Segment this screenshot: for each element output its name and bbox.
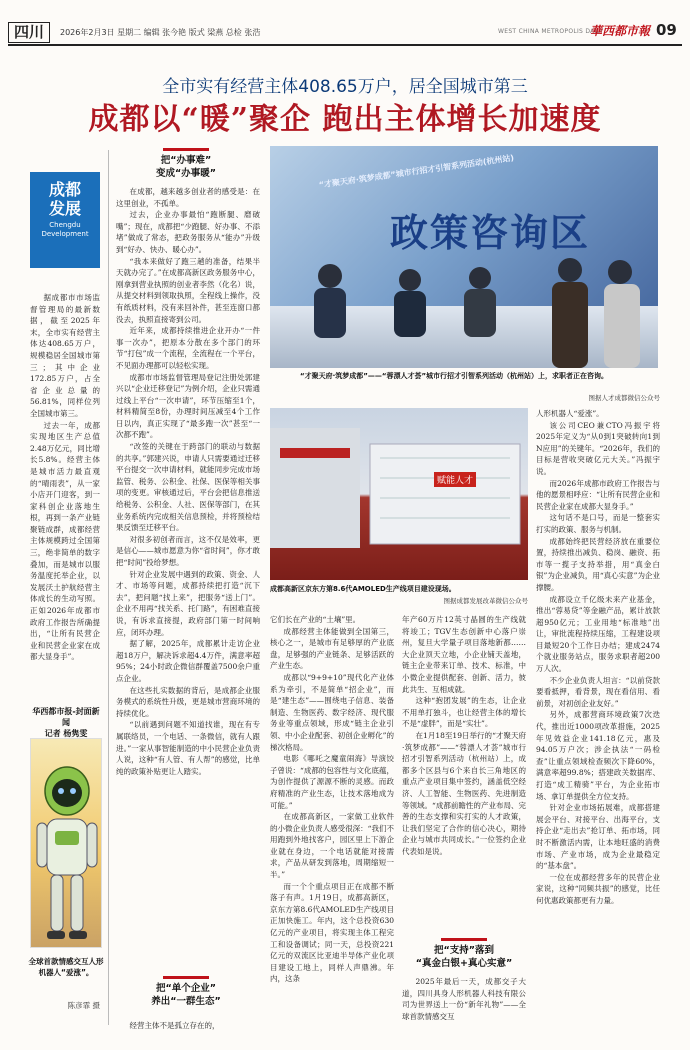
paragraph: 针对企业发展中遇到的政策、资金、人才、市场等问题，成都持续把打造“沉下去”，把问题“找上来”，把服务“送上门”。企业不用再“找关系、托门路”，有困难直接说，有诉求直接提，政府部门第一时间响应，闭环办理。 <box>116 569 260 637</box>
paragraph: 在成都高新区，一家做工业软件的小微企业负责人感受很深：“我们不用跑到外地找客户，园区里上下游企业就在身边，一个电话就能对接需求，产品从研发到落地，周期缩短一半。” <box>270 812 394 880</box>
article-column <box>116 1020 260 1032</box>
paragraph: 成都以“9+9+10”现代化产业体系为牵引，不是简单“招企业”，而是“建生态”——围绕电子信息、装备制造、生物医药、数字经济、现代服务业等重点领域，形成“链主企业引领、中小企业配套、初创企业孵化”的梯次格局。 <box>270 672 394 752</box>
badge-chinese: 成都 发展 <box>48 180 81 218</box>
lead-paragraph: 过去一年，成都实现地区生产总值2.48万亿元，同比增长5.8%。经营主体是城市活力最直观的“晴雨表”，从一家小店开门迎客，到一家科创企业落地生根，再到一条产业链聚链成群，成都经营主体规模跨过全国第三，绝非简单的数字叠加，而是城市以服务温度托举企业，以发展沃土护航经营主体成长的生动写照。正如2026年成都市政府工作报告所确提出，“让所有民营企业和民营企业家在成都大显身手”。 <box>30 420 100 662</box>
paragraph: 成都经营主体能做到全国第三，核心之一，是城市有足够厚的产业底盘，足够强的产业链条、足够活跃的产业生态。 <box>270 626 394 671</box>
factory-illustration <box>270 408 528 580</box>
paragraph: 对很多初创者而言，这不仅是效率，更是信心——城市愿意为你“省时间”，你才敢把“时间”投给梦想。 <box>116 534 260 567</box>
paragraph: 据了解，2025年，成都累计走访企业超18万户，解决诉求超4.4万件，满意率超95%；24小时政企微信群覆盖7500余户重点企业。 <box>116 639 260 683</box>
banner-text: “才聚天府·筑梦成都”城市行招才引智系列活动(杭州站) <box>318 153 515 190</box>
people-silhouettes <box>270 246 658 368</box>
column-badge <box>30 172 100 268</box>
heading-accent <box>441 938 487 941</box>
lead-paragraph: 据成都市市场监督管理局的最新数据，截至2025年末，全市实有经营主体达408.65万户，规模稳居全国城市第三；其中企业172.85万户，占全省企业总量的56.81%，同样位列全国城市第三。 <box>30 293 100 418</box>
paragraph: 2025年最后一天，成都交子大道，四川具身人形机器人科技有限公司为世界送上一份“新年礼物”——全球首款情感交互 <box>402 977 526 1021</box>
paragraph: 成都市市场监督管理局登记注册处郭建兴以“企业迁移登记”为例介绍，企业只需通过线上平台“一次申请”，环节压缩至1个，材料精简至8份，办理时间压减至4个工作日以内，真正实现了“最多跑一次”甚至“一次都不跑”。 <box>116 372 260 440</box>
paragraph: 它们长在产业的“土壤”里。 <box>270 615 361 624</box>
robot-photo <box>30 738 102 948</box>
paragraph: 成都始终把民营经济放在重要位置，持续推出减负、稳岗、融资、拓市等一揽子支持举措，用“真金白银”为企业减负，用“真心实意”为企业撑腰。 <box>536 536 660 592</box>
page-header <box>0 0 690 44</box>
headline-title: 成都以“暖”聚企 跑出主体增长加速度 <box>88 102 602 137</box>
paragraph: 一位在成都经营多年的民营企业家说，这种“同频共振”的感觉，比任何优惠政策都更有力量。 <box>536 872 660 905</box>
photo-credit: 图据人才成都微信公众号 <box>588 394 660 402</box>
section-heading <box>116 976 256 1008</box>
paragraph: 另外，成都营商环境政策7次迭代，推出近1000项改革措施，2025年见效益企业141.18亿元，惠及94.05万户次；涉企执法“一码检查”让重点领域检查频次下降60%，满意率超99.8%；搭建政关数据库、打造“成工精骑”平台，为企业拓市场、拿订单提供全方位支持。 <box>536 710 660 801</box>
paper-logo: 華西都市報 <box>590 24 651 38</box>
robot-illustration <box>31 739 103 949</box>
article-column <box>270 614 394 1034</box>
page-number: 09 <box>656 21 677 39</box>
paragraph: 不少企业负责人坦言：“以前贷款要看抵押，看背景，现在看信用、看前景，对初创企业友好。” <box>536 675 660 708</box>
sign-text: 赋能人才 <box>434 472 476 487</box>
headline-subtitle: 全市实有经营主体408.65万户，居全国城市第三 <box>162 77 528 97</box>
paragraph: 近年来，成都持续推进企业开办“一件事一次办”，把原本分散在多个部门的环节“打包”成一个流程，全流程在一个平台，不见面办理都可以轻松实现。 <box>116 326 260 370</box>
photo-caption: 成都高新区京东方第8.6代AMOLED生产线项目建设现场。 <box>270 585 456 593</box>
paragraph: 成都设立千亿级未来产业基金，推出“蓉易贷”等金融产品，累计放款超950亿元；工业用地“标准地”出让，审批流程持续压缩，工程建设项目最短20个工作日办结；建成2474个就业服务站点，服务求职者超200万人次。 <box>536 594 660 674</box>
paragraph: 该公司CEO兼CTO冯振宇将2025年定义为“从0到1突破转向1到N应用”的关键年。“2026年，我们的目标是营收突破亿元大关。”冯振宇说。 <box>536 420 660 476</box>
construction-photo <box>270 408 528 580</box>
photo-caption: “才聚天府·筑梦成都”——“蓉漂人才荟”城市行招才引智系列活动（杭州站）上，求职者正在咨询。 <box>300 372 609 380</box>
header-rule <box>8 44 682 46</box>
paragraph: 电影《哪吒之魔童闹海》导演饺子曾说：“成都的包容性与文化底蕴，为创作提供了源源不断的灵感。而政府精准的产业生态，让技术落地成为可能。” <box>270 754 394 810</box>
paragraph: 在1月18至19日举行的“才聚天府·筑梦成都”——“蓉漂人才荟”城市行招才引智系列活动（杭州站）上，成都多个区县与6个来自长三角地区的重点产业项目集中签约，涵盖低空经济、人工智能、生物医药、先进制造等领域。“成都前瞻性的产业布局、完善的生态支撑和实打实的人才政策，让我们坚定了合作的信心决心，期待企业与城市共同成长。”一位签约企业代表如是说。 <box>402 730 526 856</box>
paragraph: 过去，企业办事最怕“跑断腿、磨破嘴”；现在，成都把“少跑腿、好办事、不添堵”做成了常态，把政务服务从“能办”升级到“好办、快办、暖心办”。 <box>116 210 260 254</box>
paragraph: 在成都，越来越多创业者的感受是：在这里创业，不孤单。 <box>116 187 260 208</box>
paragraph: “改签的关键在于跨部门的联动与数据的共享。”郭建兴说，申请人只需要通过迁移平台提交一次申请材料，就能同步完成市场监管、税务、公积金、社保、医保等相关事项的变更。审核通过后，平台会把信息推送给税务、公积金、人社、医保等部门，在其业务系统内完成相关信息预检，并将预检结果反馈至迁移平台。 <box>116 442 260 533</box>
column-divider <box>108 150 109 1025</box>
section-heading <box>400 938 528 970</box>
heading-accent <box>163 976 209 979</box>
paragraph: 经营主体不是孤立存在的， <box>129 1021 220 1030</box>
paragraph: 这句话不是口号，而是一整套实打实的政策、服务与机制。 <box>536 513 660 534</box>
heading-text: 把“单个企业” 养出“一群生态” <box>151 983 221 1007</box>
paragraph: “我本来做好了跑三趟的准备，结果半天就办完了。”在成都高新区政务服务中心，刚拿到营业执照的创业者李然（化名）说，从提交材料到领取执照，全程线上操作，没有纸质材料，没有来回补件，甚至连窗口都没去，执照直接寄到公司。 <box>116 256 260 324</box>
badge-english: Chengdu Development <box>41 221 89 238</box>
sign-text: 政策咨询区 <box>390 211 591 255</box>
paragraph: 针对企业市场拓展难，成都搭建展会平台、对接平台、出海平台，支持企业“走出去”抢订单、拓市场，同时不断激活内需，让本地旺盛的消费市场、产业市场，成为企业最稳定的“基本盘”。 <box>536 803 660 871</box>
heading-accent <box>163 148 209 151</box>
paragraph: 年产60万片12英寸晶圆的生产线就将竣工；TGV生态创新中心落户崇州，复旦大学量子项目落地新都……大企业顶天立地，小企业铺天盖地，链主企业带来订单、技术、标准，中小微企业提供配套、创新、活力，彼此共生、互相成就。 <box>402 615 526 694</box>
issue-info: 2026年2月3日 星期二 编辑 张今艳 版式 梁燕 总检 张浩 <box>60 28 261 37</box>
section-label: 四川 <box>8 22 50 43</box>
article-column <box>402 614 526 934</box>
section-heading <box>116 148 256 180</box>
paragraph: 而2026年成都市政府工作报告与他的愿景相呼应：“让所有民营企业和民营企业家在成都大显身手。” <box>536 478 660 511</box>
article-column <box>402 976 526 1036</box>
lead-article <box>30 292 100 702</box>
consultation-photo <box>270 146 658 368</box>
article-column <box>116 186 260 971</box>
paper-english-name: WEST CHINA METROPOLIS DAILY <box>498 28 604 35</box>
paragraph: 而一个个重点项目正在成都不断落子有声。1月19日，成都高新区，京东方第8.6代AMOLED生产线项目正加快施工。年内，这个总投资630亿元的产业项目，将实现主体工程完工和设备调试；同一天，总投资221亿元的双流区比亚迪半导体产业化项目建设工地上，同样人声鼎沸。年内，这条 <box>270 881 394 984</box>
heading-text: 把“支持”落到 “真金白银+真心实意” <box>415 945 513 969</box>
byline: 华西都市报-封面新闻 记者 杨隽雯 <box>32 707 100 738</box>
photo-caption: 全球首款情感交互人形机器人“爱涨”。 <box>28 957 104 977</box>
photo-credit: 图据成都发展改革微信公众号 <box>443 597 528 605</box>
paragraph: 人形机器人“爱涨”。 <box>536 409 604 418</box>
photo-credit: 陈彦霏 摄 <box>67 1001 100 1010</box>
paragraph: 这种“抱团发展”的生态，让企业不用单打独斗，也让经营主体的增长不是“虚胖”，而是“实壮”。 <box>402 696 526 729</box>
heading-text: 把“办事难” 变成“办事暖” <box>156 155 216 179</box>
paragraph: “以前遇到问题不知道找谁，现在有专属联络员，一个电话、一条微信，就有人跟进。”一家从事智能制造的中小民营企业负责人说，这种“有人管、有人帮”的感觉，比单纯的政策补贴更让人踏实。 <box>116 720 260 776</box>
article-column <box>536 408 660 1038</box>
paragraph: 在这些扎实数据的背后，是成都企业服务模式的系统性升级，更是城市营商环境的持续优化。 <box>116 685 260 718</box>
